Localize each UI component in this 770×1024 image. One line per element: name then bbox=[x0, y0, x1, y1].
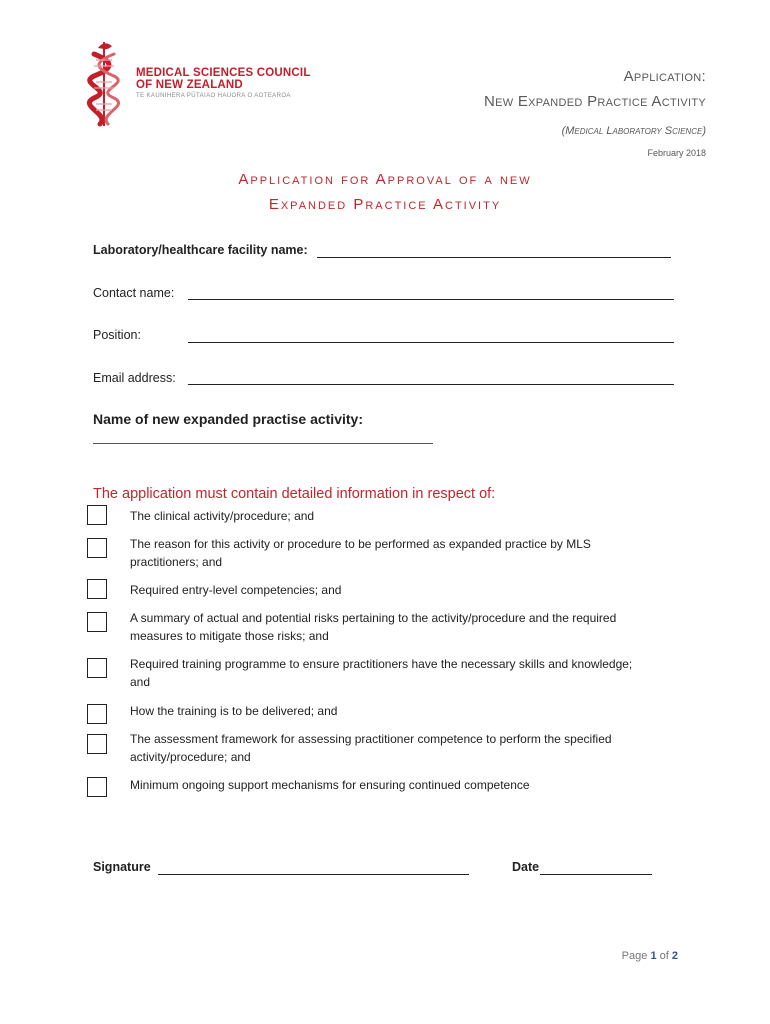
page-word: Page bbox=[621, 950, 648, 962]
checklist-item bbox=[130, 507, 690, 525]
checklist-item-text: Required entry-level competencies; and bbox=[130, 583, 342, 597]
header-date: February 2018 bbox=[647, 148, 706, 158]
logo-line-2: OF NEW ZEALAND bbox=[136, 79, 243, 91]
checkbox-ongoing-support[interactable] bbox=[87, 777, 107, 797]
logo-maori-line: TE KAUNIHERA PŪTAIAO HAUORA O AOTEAROA bbox=[136, 93, 291, 99]
of-word: of bbox=[659, 950, 669, 962]
checklist-item-text: Required training programme to ensure practitioners have the necessary skills and knowledge; bbox=[130, 657, 633, 671]
main-title-line-1: Application for Approval of a new bbox=[238, 171, 532, 188]
checklist-item-text-cont: activity/procedure; and bbox=[130, 750, 251, 764]
checklist-item-text: Minimum ongoing support mechanisms for ensuring continued competence bbox=[130, 778, 530, 792]
page-total: 2 bbox=[671, 950, 678, 962]
position-label: Position: bbox=[93, 328, 141, 342]
checkbox-risks[interactable] bbox=[87, 612, 107, 632]
position-field[interactable] bbox=[188, 342, 674, 343]
header-title-line-1: Application: bbox=[623, 68, 706, 85]
logo-wordmark bbox=[136, 67, 311, 99]
checklist-item bbox=[130, 730, 690, 766]
facility-name-label: Laboratory/healthcare facility name: bbox=[93, 243, 308, 257]
activity-name-heading: Name of new expanded practise activity: bbox=[93, 411, 363, 427]
checklist-item bbox=[130, 609, 690, 645]
contact-name-field[interactable] bbox=[188, 299, 674, 300]
activity-name-field[interactable] bbox=[93, 443, 433, 444]
checklist-item bbox=[130, 581, 690, 599]
checklist-item-text: The reason for this activity or procedure to be performed as expanded practice by MLS bbox=[130, 537, 591, 551]
logo-line-1: MEDICAL SCIENCES COUNCIL bbox=[136, 67, 311, 79]
page-number bbox=[622, 950, 678, 962]
checklist-item bbox=[130, 702, 690, 720]
main-title-line-2: Expanded Practice Activity bbox=[268, 196, 502, 213]
requirements-intro: The application must contain detailed information in respect of: bbox=[93, 486, 496, 502]
checklist-item-text: The clinical activity/procedure; and bbox=[130, 509, 315, 523]
checkbox-training-programme[interactable] bbox=[87, 658, 107, 678]
checkbox-reason[interactable] bbox=[87, 538, 107, 558]
checkbox-training-delivery[interactable] bbox=[87, 704, 107, 724]
checklist-item-text: A summary of actual and potential risks pertaining to the activity/procedure and the required bbox=[130, 611, 617, 625]
checklist-item-text: The assessment framework for assessing practitioner competence to perform the specified bbox=[130, 732, 612, 746]
checklist-item bbox=[130, 535, 690, 571]
email-field[interactable] bbox=[188, 384, 674, 385]
signature-label: Signature bbox=[93, 860, 151, 874]
signature-field[interactable] bbox=[158, 874, 469, 875]
checkbox-clinical-activity[interactable] bbox=[87, 505, 107, 525]
facility-name-field[interactable] bbox=[317, 257, 671, 258]
email-label: Email address: bbox=[93, 371, 176, 385]
checkbox-assessment-framework[interactable] bbox=[87, 734, 107, 754]
contact-name-label: Contact name: bbox=[93, 286, 175, 300]
page-current: 1 bbox=[650, 950, 657, 962]
checklist-item-text-cont: measures to mitigate those risks; and bbox=[130, 629, 329, 643]
date-field[interactable] bbox=[540, 874, 652, 875]
checklist-item-text-cont: practitioners; and bbox=[130, 555, 223, 569]
checklist-item-text-cont: and bbox=[130, 675, 151, 689]
checklist-item-text: How the training is to be delivered; and bbox=[130, 704, 338, 718]
checklist-item bbox=[130, 776, 690, 794]
checklist-item bbox=[130, 655, 690, 691]
council-logo bbox=[80, 40, 320, 130]
header-subtitle: (Medical Laboratory Science) bbox=[561, 125, 706, 137]
date-label: Date bbox=[512, 860, 540, 874]
caduceus-logo-icon bbox=[80, 40, 132, 128]
checkbox-entry-competencies[interactable] bbox=[87, 579, 107, 599]
header-title-line-2: New Expanded Practice Activity bbox=[483, 93, 706, 110]
